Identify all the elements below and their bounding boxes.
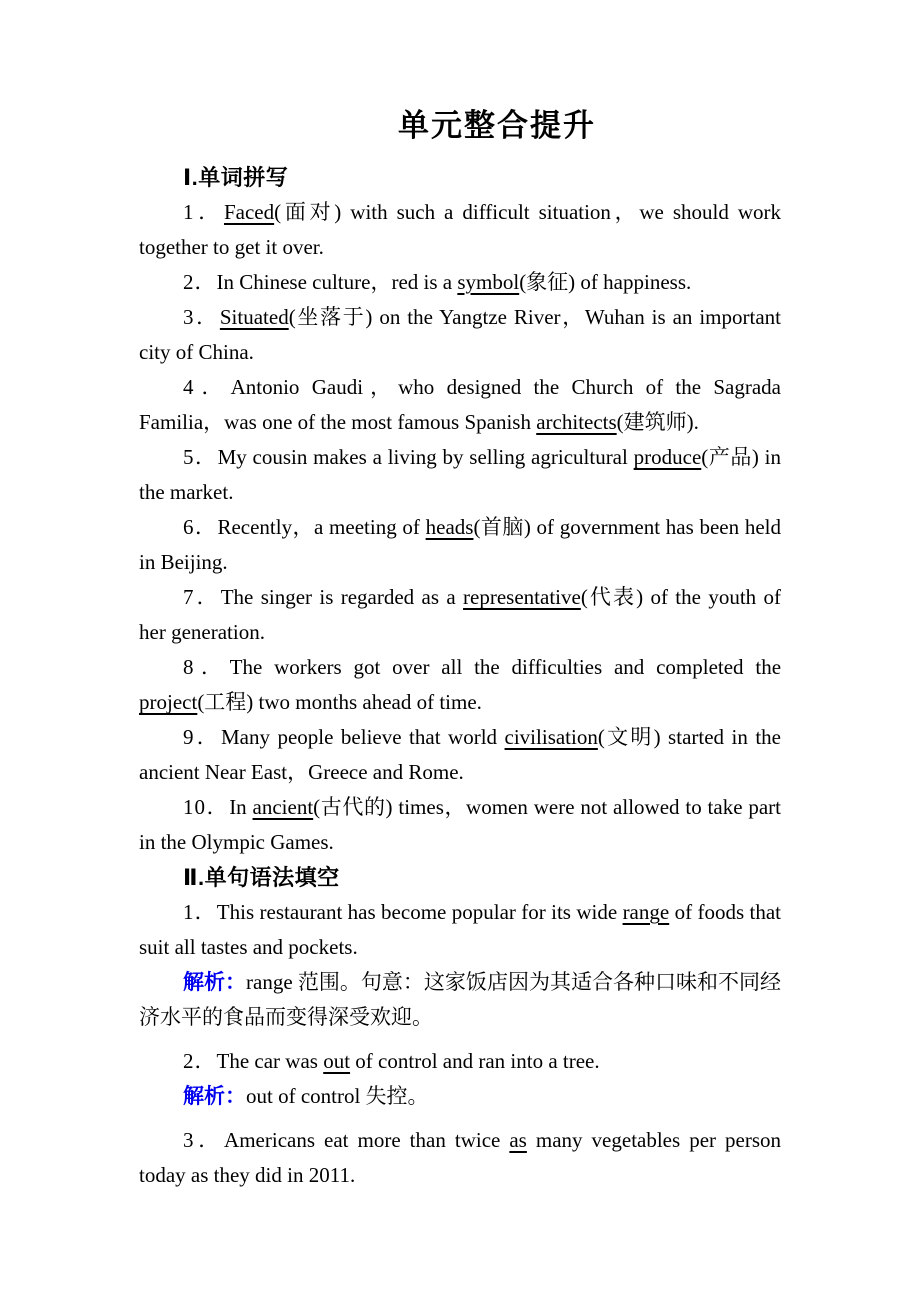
exercise-item-3 bbox=[139, 300, 781, 370]
underlined-word: symbol bbox=[457, 270, 520, 294]
item-number: 10． bbox=[183, 795, 230, 819]
exercise-item-9 bbox=[139, 720, 781, 790]
underlined-word: project bbox=[139, 690, 198, 714]
underlined-word: representative bbox=[463, 585, 581, 609]
item-number: 4． bbox=[183, 375, 231, 399]
exercise-item-1 bbox=[139, 895, 781, 965]
item-text: In ancient(古代的) times，women were not allowed to take part in the Olympic Games. bbox=[139, 795, 782, 854]
analysis-label: 解析： bbox=[183, 1085, 246, 1108]
item-number: 3． bbox=[183, 1128, 225, 1152]
item-text: The workers got over all the difficulties and completed the project(工程) two months ahead of time. bbox=[139, 655, 782, 714]
exercise-item-8 bbox=[139, 650, 781, 720]
analysis-1 bbox=[139, 965, 781, 1035]
item-text: Antonio Gaudi，who designed the Church of the Sagrada Familia，was one of the most famous Spanish architects(建筑师). bbox=[139, 375, 781, 434]
analysis-text: out of control 失控。 bbox=[246, 1084, 429, 1108]
item-text: Many people believe that world civilisation(文明) started in the ancient Near East，Greece and Rome. bbox=[139, 725, 782, 784]
underlined-word: heads bbox=[425, 515, 474, 539]
exercise-item-7 bbox=[139, 580, 781, 650]
analysis-text: range 范围。句意：这家饭店因为其适合各种口味和不同经济水平的食品而变得深受欢迎。 bbox=[139, 970, 781, 1029]
underlined-word: as bbox=[509, 1128, 527, 1152]
item-number: 3． bbox=[183, 305, 220, 329]
underlined-word: produce bbox=[633, 445, 702, 469]
item-number: 8． bbox=[183, 655, 230, 679]
item-number: 9． bbox=[183, 725, 221, 749]
item-text: Americans eat more than twice as many vegetables per person today as they did in 2011. bbox=[139, 1128, 782, 1187]
exercise-item-1 bbox=[139, 195, 781, 265]
exercise-item-6 bbox=[139, 510, 781, 580]
item-text: This restaurant has become popular for its wide range of foods that suit all tastes and pockets. bbox=[139, 900, 782, 959]
section-grammar-fill bbox=[139, 860, 781, 1193]
item-number: 6． bbox=[183, 515, 218, 539]
section-word-spelling bbox=[139, 160, 781, 860]
item-text: Situated(坐落于) on the Yangtze River，Wuhan is an important city of China. bbox=[139, 305, 781, 364]
item-text: The car was out of control and ran into a tree. bbox=[216, 1049, 600, 1073]
item-number: 5． bbox=[183, 445, 218, 469]
section-heading-grammar-fill: Ⅱ.单句语法填空 bbox=[183, 865, 340, 890]
underlined-word: range bbox=[622, 900, 670, 924]
item-text: The singer is regarded as a representative(代表) of the youth of her generation. bbox=[139, 585, 781, 644]
analysis-2 bbox=[139, 1079, 781, 1114]
item-text: In Chinese culture，red is a symbol(象征) of happiness. bbox=[216, 270, 692, 294]
exercise-item-2 bbox=[139, 265, 781, 300]
item-number: 2． bbox=[183, 270, 217, 294]
underlined-word: civilisation bbox=[504, 725, 598, 749]
underlined-word: Faced bbox=[223, 200, 275, 224]
exercise-item-3 bbox=[139, 1123, 781, 1193]
item-text: Faced(面对) with such a difficult situation，we should work together to get it over. bbox=[139, 200, 782, 259]
page-title: 单元整合提升 bbox=[398, 108, 596, 143]
item-number: 7． bbox=[183, 585, 221, 609]
item-number: 1． bbox=[183, 200, 224, 224]
underlined-word: ancient bbox=[252, 795, 314, 819]
item-text: My cousin makes a living by selling agricultural produce(产品) in the market. bbox=[139, 445, 781, 504]
exercise-item-10 bbox=[139, 790, 781, 860]
exercise-item-4 bbox=[139, 370, 781, 440]
underlined-word: Situated bbox=[219, 305, 289, 329]
item-number: 2． bbox=[183, 1049, 217, 1073]
analysis-label: 解析： bbox=[183, 971, 247, 994]
item-text: Recently，a meeting of heads(首脑) of government has been held in Beijing. bbox=[139, 515, 782, 574]
section-heading-word-spelling: Ⅰ.单词拼写 bbox=[183, 165, 289, 190]
exercise-item-5 bbox=[139, 440, 781, 510]
underlined-word: architects bbox=[536, 410, 617, 434]
underlined-word: out bbox=[323, 1049, 351, 1073]
item-number: 1． bbox=[183, 900, 217, 924]
exercise-item-2 bbox=[139, 1044, 781, 1079]
